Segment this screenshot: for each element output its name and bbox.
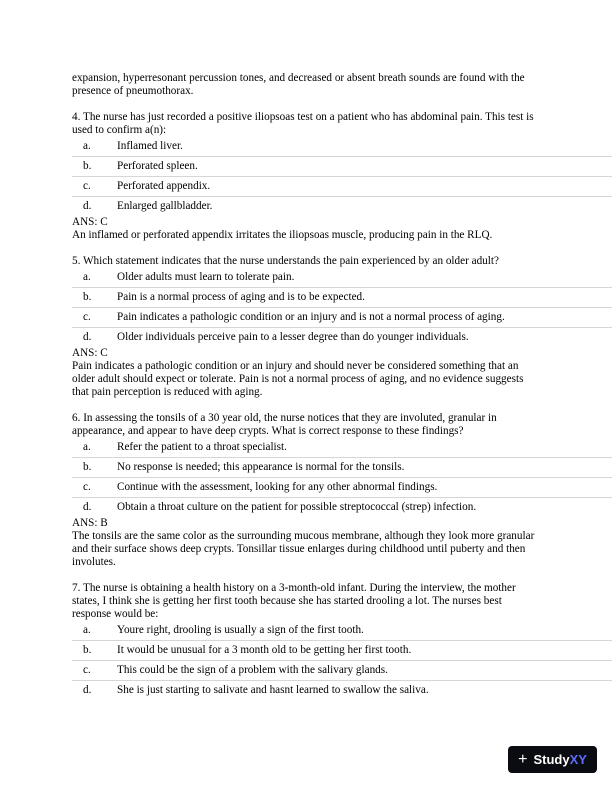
- option-letter: d.: [83, 200, 92, 212]
- option-row: [72, 681, 612, 700]
- question-block: [72, 111, 612, 242]
- question-block: [72, 255, 612, 399]
- option-letter: c.: [83, 180, 91, 192]
- answer-key: ANS: C: [72, 216, 108, 228]
- option-row: [72, 498, 612, 517]
- option-text: It would be unusual for a 3 month old to be getting her first tooth.: [117, 644, 412, 656]
- answer-key: ANS: C: [72, 347, 108, 359]
- option-list: [72, 137, 612, 216]
- option-letter: c.: [83, 481, 91, 493]
- option-row: [72, 157, 612, 177]
- question-stem: 7. The nurse is obtaining a health history on a 3-month-old infant. During the interview, the mother states, I think she is getting her first tooth because she has started drooling a lot. The nurses best response would be:: [72, 582, 516, 620]
- question-stem: 5. Which statement indicates that the nurse understands the pain experienced by an older adult?: [72, 255, 499, 267]
- option-text: Perforated spleen.: [117, 160, 198, 172]
- option-text: Older individuals perceive pain to a lesser degree than do younger individuals.: [117, 331, 469, 343]
- option-row: [72, 308, 612, 328]
- option-row: [72, 661, 612, 681]
- option-text: Inflamed liver.: [117, 140, 183, 152]
- option-row: [72, 438, 612, 458]
- option-text: Older adults must learn to tolerate pain.: [117, 271, 295, 283]
- rationale: The tonsils are the same color as the surrounding mucous membrane, although they look more granular and their surface shows deep crypts. Tonsillar tissue enlarges during childhood until puberty and then involutes.: [72, 530, 535, 568]
- option-letter: b.: [83, 461, 92, 473]
- brand-accent: XY: [569, 752, 587, 767]
- intro-paragraph: expansion, hyperresonant percussion tones, and decreased or absent breath sounds are found with the presence of pneumothorax.: [72, 72, 525, 97]
- option-row: [72, 177, 612, 197]
- option-letter: c.: [83, 311, 91, 323]
- question-stem: 6. In assessing the tonsils of a 30 year old, the nurse notices that they are involuted, granular in appearance, and appear to have deep crypts. What is correct response to these findings?: [72, 412, 497, 437]
- answer-key: ANS: B: [72, 517, 108, 529]
- question-block: [72, 582, 612, 700]
- option-text: Pain is a normal process of aging and is to be expected.: [117, 291, 365, 303]
- option-text: She is just starting to salivate and hasnt learned to swallow the saliva.: [117, 684, 429, 696]
- option-letter: c.: [83, 664, 91, 676]
- option-text: Pain indicates a pathologic condition or an injury and is not a normal process of aging.: [117, 311, 505, 323]
- option-letter: a.: [83, 441, 91, 453]
- studyxy-badge[interactable]: [508, 746, 597, 773]
- option-text: Enlarged gallbladder.: [117, 200, 213, 212]
- plus-icon: +: [518, 751, 528, 768]
- option-letter: d.: [83, 501, 92, 513]
- option-letter: a.: [83, 140, 91, 152]
- option-letter: b.: [83, 644, 92, 656]
- option-row: [72, 328, 612, 347]
- brand-main: Study: [533, 752, 570, 767]
- option-text: No response is needed; this appearance is normal for the tonsils.: [117, 461, 405, 473]
- option-letter: d.: [83, 331, 92, 343]
- option-list: [72, 438, 612, 517]
- option-list: [72, 621, 612, 700]
- option-letter: b.: [83, 160, 92, 172]
- option-row: [72, 458, 612, 478]
- option-row: [72, 137, 612, 157]
- option-text: This could be the sign of a problem with the salivary glands.: [117, 664, 388, 676]
- option-letter: b.: [83, 291, 92, 303]
- option-text: Youre right, drooling is usually a sign of the first tooth.: [117, 624, 364, 636]
- brand-name: [533, 753, 586, 766]
- option-row: [72, 197, 612, 216]
- option-text: Obtain a throat culture on the patient for possible streptococcal (strep) infection.: [117, 501, 477, 513]
- rationale: Pain indicates a pathologic condition or an injury and should never be considered something that an older adult should expect or tolerate. Pain is not a normal process of aging, and no evidence suggests that pain perception is reduced with aging.: [72, 360, 524, 398]
- option-row: [72, 288, 612, 308]
- option-row: [72, 621, 612, 641]
- option-text: Perforated appendix.: [117, 180, 211, 192]
- option-text: Continue with the assessment, looking for any other abnormal findings.: [117, 481, 438, 493]
- option-row: [72, 268, 612, 288]
- question-stem: 4. The nurse has just recorded a positive iliopsoas test on a patient who has abdominal pain. This test is used to confirm a(n):: [72, 111, 534, 136]
- option-letter: a.: [83, 271, 91, 283]
- option-letter: a.: [83, 624, 91, 636]
- option-letter: d.: [83, 684, 92, 696]
- option-list: [72, 268, 612, 347]
- option-text: Refer the patient to a throat specialist.: [117, 441, 287, 453]
- option-row: [72, 478, 612, 498]
- document-body: [72, 72, 612, 700]
- rationale: An inflamed or perforated appendix irritates the iliopsoas muscle, producing pain in the RLQ.: [72, 229, 493, 241]
- option-row: [72, 641, 612, 661]
- question-block: [72, 412, 612, 569]
